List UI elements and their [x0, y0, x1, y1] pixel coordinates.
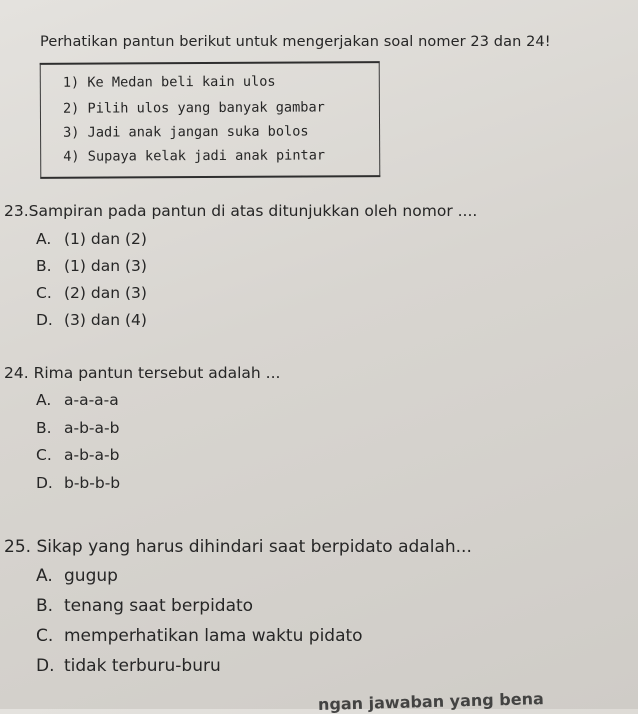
option-text: gugup	[64, 566, 118, 586]
option-letter: D.	[36, 474, 53, 492]
option-text: (2) dan (3)	[64, 284, 147, 302]
option-text: (1) dan (2)	[64, 230, 147, 248]
option-letter: D.	[36, 656, 55, 676]
question-25-option-c[interactable]	[36, 626, 363, 646]
question-number: 24.	[4, 364, 29, 382]
question-number: 25.	[4, 537, 32, 557]
question-text: Sikap yang harus dihindari saat berpidato adalah...	[36, 537, 472, 557]
footer-instruction-fragment: ngan jawaban yang bena	[317, 689, 545, 714]
option-letter: B.	[36, 596, 54, 616]
pantun-box	[40, 61, 381, 179]
option-text: (1) dan (3)	[64, 257, 147, 275]
option-text: (3) dan (4)	[64, 311, 147, 329]
question-24-option-d[interactable]	[36, 474, 120, 492]
question-text: Sampiran pada pantun di atas ditunjukkan oleh nomor ....	[28, 202, 478, 220]
question-23-option-d[interactable]	[36, 311, 147, 329]
question-24-option-c[interactable]	[36, 446, 119, 464]
option-letter: B.	[36, 419, 52, 437]
option-letter: A.	[36, 230, 52, 248]
option-text: tenang saat berpidato	[64, 596, 254, 616]
option-letter: C.	[36, 446, 52, 464]
pantun-line-2: 2) Pilih ulos yang banyak gambar	[62, 99, 325, 117]
pantun-line-1: 1) Ke Medan beli kain ulos	[62, 73, 276, 91]
question-23-option-b[interactable]	[36, 257, 147, 275]
question-text: Rima pantun tersebut adalah ...	[33, 364, 281, 382]
option-letter: C.	[36, 284, 52, 302]
question-23-option-c[interactable]	[36, 284, 147, 302]
question-24-option-a[interactable]	[36, 391, 119, 409]
option-text: b-b-b-b	[64, 474, 121, 492]
question-number: 23.	[4, 202, 29, 220]
option-text: memperhatikan lama waktu pidato	[64, 626, 363, 646]
question-25-stem	[4, 537, 472, 557]
question-24-stem	[4, 364, 280, 382]
question-24-option-b[interactable]	[36, 419, 119, 437]
option-text: a-b-a-b	[64, 446, 120, 464]
pantun-line-4: 4) Supaya kelak jadi anak pintar	[63, 147, 326, 165]
option-letter: B.	[36, 257, 52, 275]
question-25-option-d[interactable]	[36, 656, 221, 676]
question-25-option-a[interactable]	[36, 566, 118, 586]
instruction-text: Perhatikan pantun berikut untuk mengerjakan soal nomer 23 dan 24!	[40, 34, 551, 50]
option-text: a-a-a-a	[64, 391, 119, 409]
pantun-line-3: 3) Jadi anak jangan suka bolos	[63, 123, 309, 141]
question-25-option-b[interactable]	[36, 596, 253, 616]
option-text: tidak terburu-buru	[64, 656, 221, 676]
option-letter: A.	[36, 566, 53, 586]
question-23-option-a[interactable]	[36, 230, 147, 248]
option-letter: A.	[36, 391, 52, 409]
question-23-stem	[4, 202, 477, 220]
option-letter: D.	[36, 311, 53, 329]
option-letter: C.	[36, 626, 54, 646]
option-text: a-b-a-b	[64, 419, 120, 437]
